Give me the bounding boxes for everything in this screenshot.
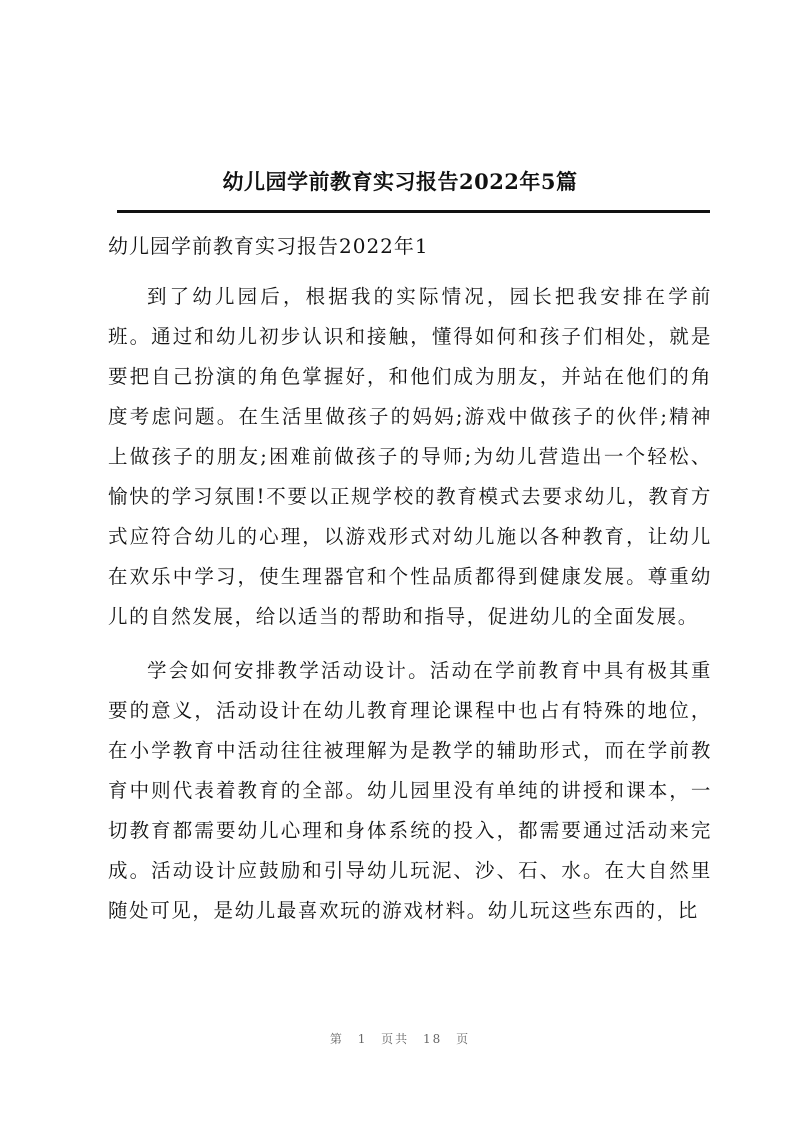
footer-total-pages: 18	[423, 1032, 443, 1046]
document-body	[108, 226, 712, 931]
page-footer	[0, 1030, 800, 1047]
document-title: 幼儿园学前教育实习报告2022年5篇	[222, 169, 578, 194]
section-heading: 幼儿园学前教育实习报告2022年1	[108, 234, 429, 258]
footer-label-middle: 页共	[381, 1032, 410, 1046]
footer-current-page: 1	[357, 1032, 368, 1046]
paragraph-2: 学会如何安排教学活动设计。活动在学前教育中具有极其重要的意义，活动设计在幼儿教育理论课程中也占有特殊的地位，在小学教育中活动往往被理解为是教学的辅助形式，而在学前教育中则代表着教育的全部。幼儿园里没有单纯的讲授和课本，一切教育都需要幼儿心理和身体系统的投入，都需要通过活动来完成。活动设计应鼓励和引导幼儿玩泥、沙、石、水。在大自然里随处可见，是幼儿最喜欢玩的游戏材料。幼儿玩这些东西的，比	[108, 659, 712, 922]
footer-label-prefix: 第	[329, 1032, 344, 1046]
paragraph-1: 到了幼儿园后，根据我的实际情况，园长把我安排在学前班。通过和幼儿初步认识和接触，懂得如何和孩子们相处，就是要把自己扮演的角色掌握好，和他们成为朋友，并站在他们的角度考虑问题。在生活里做孩子的妈妈;游戏中做孩子的伙伴;精神上做孩子的朋友;困难前做孩子的导师;为幼儿营造出一个轻松、愉快的学习氛围!不要以正规学校的教育模式去要求幼儿，教育方式应符合幼儿的心理，以游戏形式对幼儿施以各种教育，让幼儿在欢乐中学习，使生理器官和个性品质都得到健康发展。尊重幼儿的自然发展，给以适当的帮助和指导，促进幼儿的全面发展。	[108, 285, 712, 628]
title-divider	[117, 210, 710, 213]
footer-label-suffix: 页	[456, 1032, 471, 1046]
